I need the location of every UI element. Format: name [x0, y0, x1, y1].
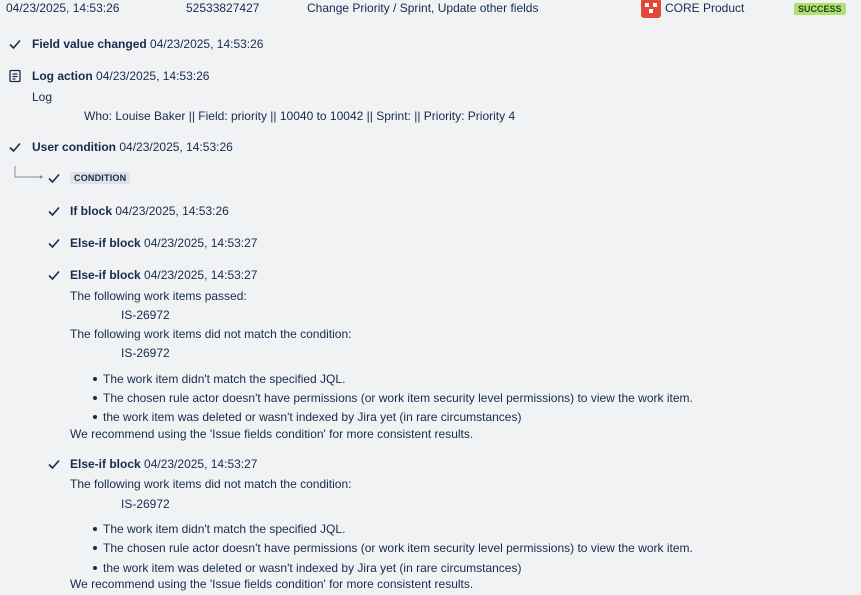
entry-time: 04/23/2025, 14:53:27 [144, 236, 258, 250]
header-timestamp: 04/23/2025, 14:53:26 [6, 1, 120, 15]
status-badge: SUCCESS [794, 3, 846, 15]
condition-badge: CONDITION [70, 172, 130, 184]
check-icon [47, 171, 61, 185]
bullet [93, 415, 97, 419]
log-action-entry [32, 69, 209, 83]
document-icon [8, 69, 22, 83]
entry-time: 04/23/2025, 14:53:26 [115, 204, 229, 218]
if-block-entry [70, 204, 229, 218]
check-icon [47, 236, 61, 250]
check-icon [47, 204, 61, 218]
bullet [93, 377, 97, 381]
entry-title: Else-if block [70, 236, 141, 250]
entry-time: 04/23/2025, 14:53:26 [119, 140, 233, 154]
check-icon [8, 37, 22, 51]
entry-title: Else-if block [70, 268, 141, 282]
passed-work-item[interactable]: IS-26972 [121, 308, 170, 322]
else-if-block-entry [70, 268, 257, 282]
reason-item: The work item didn't match the specified JQL. [103, 372, 346, 386]
project-name[interactable]: CORE Product [665, 1, 745, 15]
tree-connector-icon [14, 166, 44, 180]
reason-item: the work item was deleted or wasn't indexed by Jira yet (in rare circumstances) [103, 410, 522, 424]
entry-time: 04/23/2025, 14:53:26 [96, 69, 210, 83]
check-icon [8, 140, 22, 154]
entry-title: If block [70, 204, 113, 218]
field-changed-entry [32, 37, 263, 51]
header-rule-name[interactable]: Change Priority / Sprint, Update other fields [307, 1, 539, 15]
entry-title: Else-if block [70, 457, 141, 471]
recommendation-text: We recommend using the 'Issue fields condition' for more consistent results. [70, 577, 474, 591]
failed-label: The following work items did not match the condition: [70, 327, 352, 341]
app-icon [641, 0, 661, 18]
check-icon [47, 457, 61, 471]
bullet [93, 396, 97, 400]
else-if-block-entry [70, 236, 257, 250]
entry-title: User condition [32, 140, 117, 154]
passed-label: The following work items passed: [70, 289, 247, 303]
reason-item: The chosen rule actor doesn't have permissions (or work item security level permissions) to view the work item. [103, 541, 693, 555]
else-if-block-entry [70, 457, 257, 471]
check-icon [47, 268, 61, 282]
log-message: Who: Louise Baker || Field: priority || 10040 to 10042 || Sprint: || Priority: Priority 4 [84, 109, 516, 123]
failed-work-item[interactable]: IS-26972 [121, 346, 170, 360]
log-label: Log [32, 90, 53, 104]
entry-title: Log action [32, 69, 93, 83]
failed-work-item[interactable]: IS-26972 [121, 497, 170, 511]
bullet [93, 566, 97, 570]
reason-item: The work item didn't match the specified JQL. [103, 522, 346, 536]
user-condition-entry [32, 140, 233, 154]
entry-time: 04/23/2025, 14:53:27 [144, 268, 258, 282]
entry-time: 04/23/2025, 14:53:27 [144, 457, 258, 471]
entry-title: Field value changed [32, 37, 147, 51]
header-rule-id: 52533827427 [186, 1, 260, 15]
reason-item: the work item was deleted or wasn't indexed by Jira yet (in rare circumstances) [103, 561, 522, 575]
bullet [93, 546, 97, 550]
failed-label: The following work items did not match the condition: [70, 477, 352, 491]
entry-time: 04/23/2025, 14:53:26 [150, 37, 264, 51]
bullet [93, 527, 97, 531]
recommendation-text: We recommend using the 'Issue fields condition' for more consistent results. [70, 427, 474, 441]
reason-item: The chosen rule actor doesn't have permissions (or work item security level permissions) to view the work item. [103, 391, 693, 405]
